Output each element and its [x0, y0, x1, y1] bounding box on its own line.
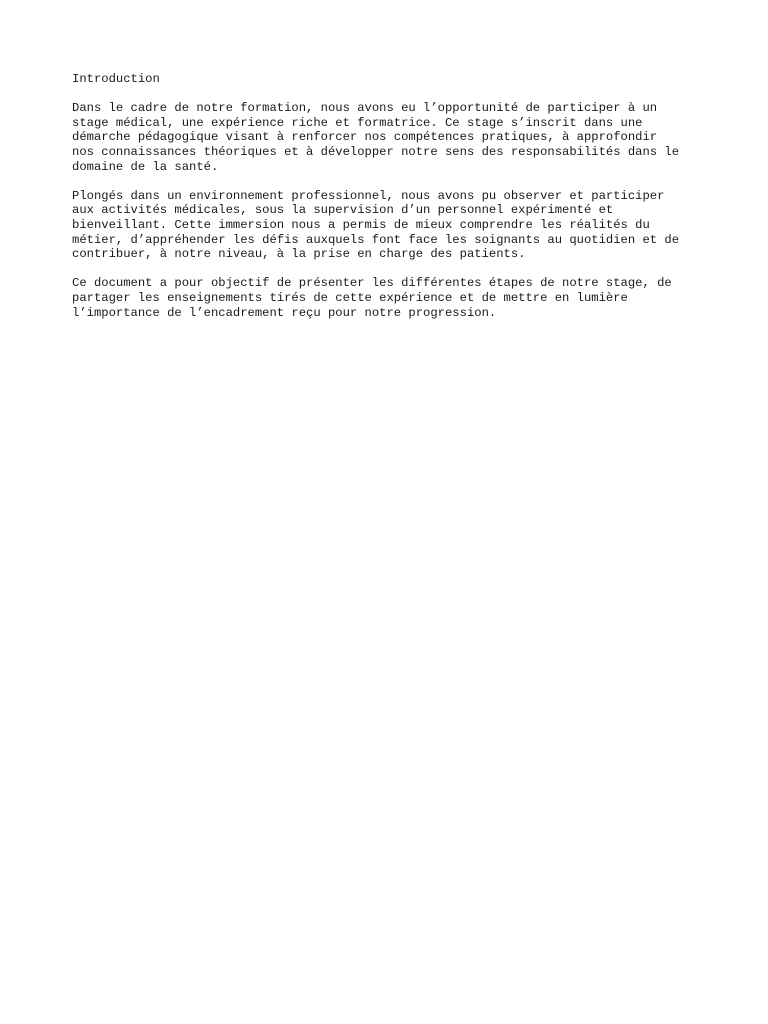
paragraph-line: contribuer, à notre niveau, à la prise en charge des patients.: [72, 247, 526, 262]
paragraph-line: l’importance de l’encadrement reçu pour notre progression.: [72, 305, 497, 320]
paragraph-1: [72, 101, 702, 174]
paragraph-line: démarche pédagogique visant à renforcer nos compétences pratiques, à approfondir: [72, 130, 658, 145]
paragraph-line: domaine de la santé.: [72, 159, 219, 174]
paragraph-line: stage médical, une expérience riche et formatrice. Ce stage s’inscrit dans une: [72, 115, 643, 130]
section-heading: Introduction: [72, 72, 160, 86]
paragraph-line: Ce document a pour objectif de présenter les différentes étapes de notre stage, de: [72, 276, 672, 291]
paragraph-3: [72, 276, 702, 320]
document-body: [72, 72, 702, 335]
paragraph-line: bienveillant. Cette immersion nous a permis de mieux comprendre les réalités du: [72, 217, 650, 232]
paragraph-line: métier, d’appréhender les défis auxquels font face les soignants au quotidien et de: [72, 232, 680, 247]
paragraph-line: aux activités médicales, sous la supervision d’un personnel expérimenté et: [72, 203, 614, 218]
paragraph-line: Dans le cadre de notre formation, nous avons eu l’opportunité de participer à un: [72, 101, 658, 116]
paragraph-line: Plongés dans un environnement professionnel, nous avons pu observer et participer: [72, 188, 665, 203]
paragraph-line: partager les enseignements tirés de cette expérience et de mettre en lumière: [72, 290, 628, 305]
paragraph-line: nos connaissances théoriques et à développer notre sens des responsabilités dans le: [72, 144, 680, 159]
paragraph-2: [72, 189, 702, 262]
